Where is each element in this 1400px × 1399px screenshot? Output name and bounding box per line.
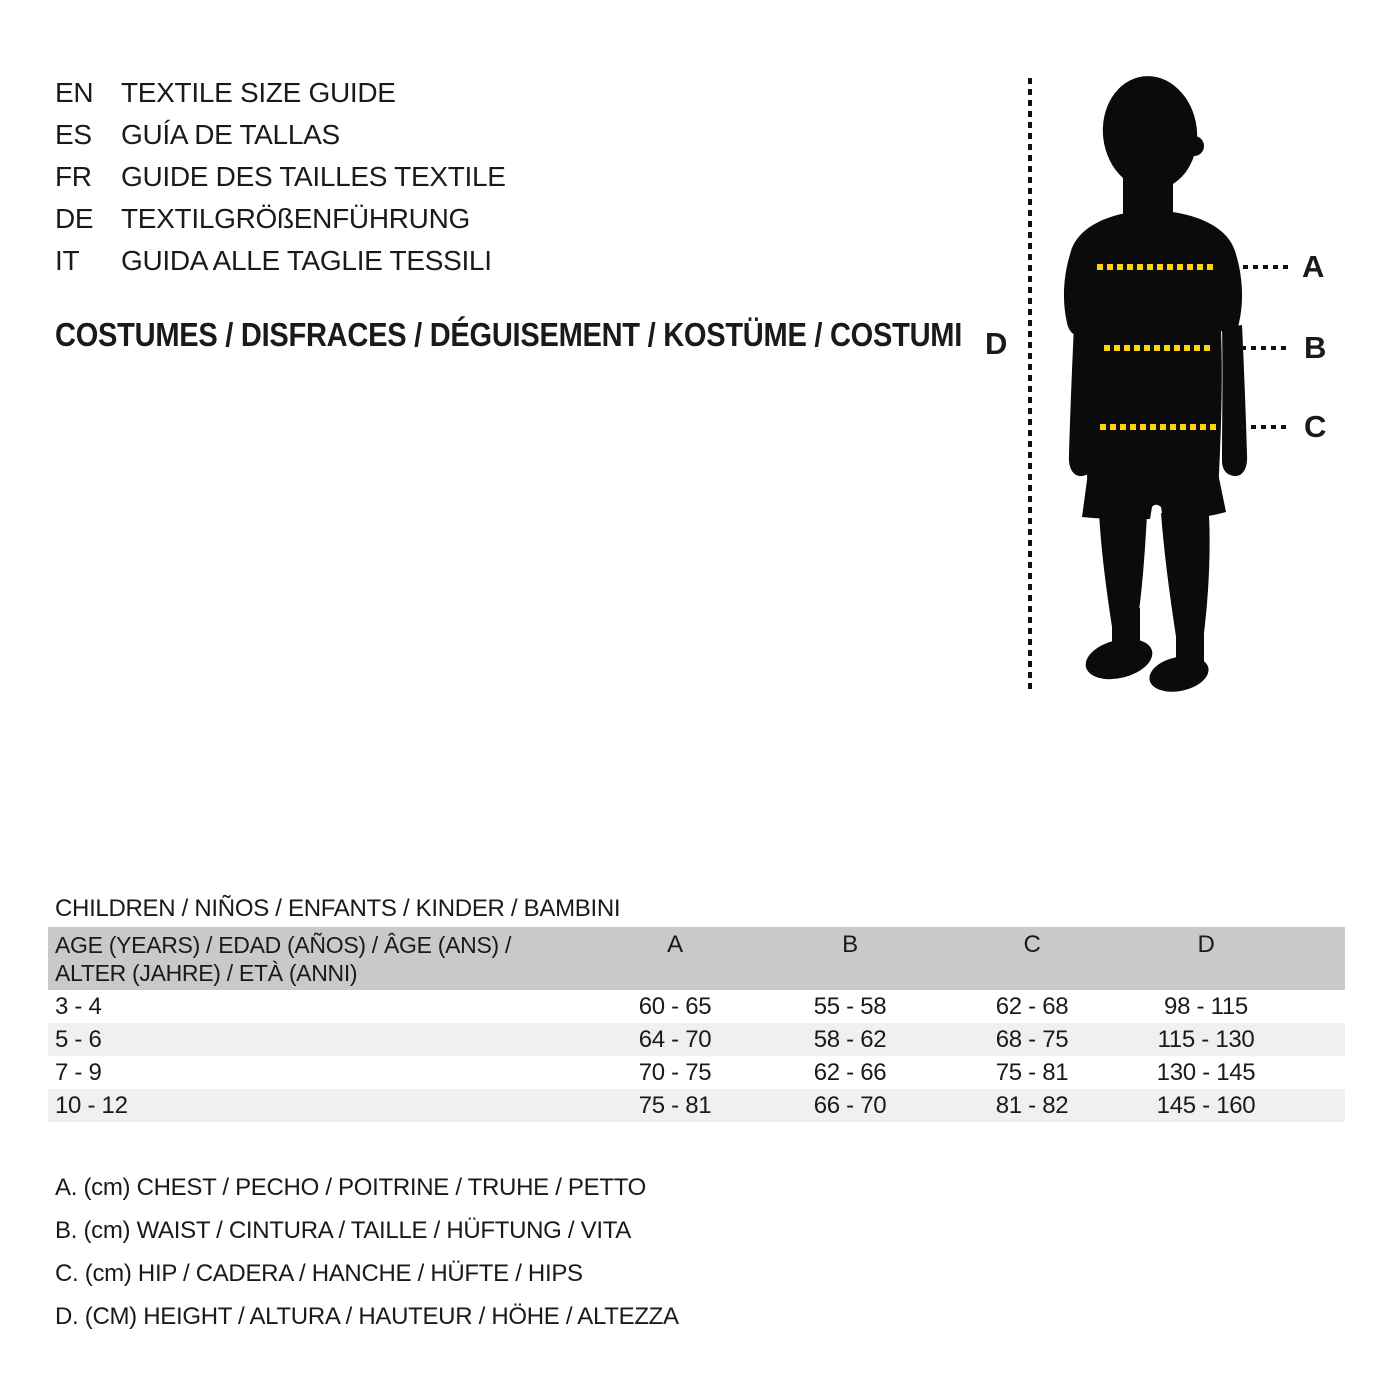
chest-range: 60 - 65 (638, 993, 712, 1020)
child-silhouette (1055, 73, 1260, 695)
height-label: D (985, 326, 1008, 361)
hip-range: 62 - 68 (995, 993, 1069, 1020)
height-range: 145 - 160 (1156, 1092, 1256, 1119)
language-code: DE (55, 203, 94, 234)
age-header-line1: AGE (YEARS) / EDAD (AÑOS) / ÂGE (ANS) / (55, 932, 512, 958)
waist-label: B (1304, 330, 1327, 365)
language-code: FR (55, 161, 92, 192)
legend-item-chest: A. (cm) CHEST / PECHO / POITRINE / TRUHE / PETTO (55, 1174, 647, 1201)
language-row-es (55, 114, 506, 156)
hip-range: 68 - 75 (995, 1026, 1069, 1053)
column-header-c: C (1023, 931, 1041, 958)
height-range: 98 - 115 (1164, 993, 1248, 1020)
legend-item-waist: B. (cm) WAIST / CINTURA / TAILLE / HÜFTUNG / VITA (55, 1217, 632, 1244)
guide-title: GUIDA ALLE TAGLIE TESSILI (121, 245, 492, 276)
guide-title: GUIDE DES TAILLES TEXTILE (121, 161, 506, 192)
hip-range: 81 - 82 (995, 1092, 1069, 1119)
chest-range: 70 - 75 (638, 1059, 712, 1086)
chest-range: 64 - 70 (638, 1026, 712, 1053)
chest-leader-line (1243, 265, 1291, 269)
column-header-b: B (842, 931, 858, 958)
language-row-de (55, 198, 506, 240)
category-heading: COSTUMES / DISFRACES / DÉGUISEMENT / KOSTÜME / COSTUMI (55, 316, 963, 353)
height-range: 115 - 130 (1157, 1026, 1255, 1053)
language-title-list (55, 72, 506, 282)
age-range: 5 - 6 (55, 1026, 102, 1053)
waist-range: 62 - 66 (813, 1059, 887, 1086)
age-range: 10 - 12 (55, 1092, 128, 1119)
age-range: 3 - 4 (55, 993, 102, 1020)
column-header-a: A (667, 931, 683, 958)
guide-title: TEXTILE SIZE GUIDE (121, 77, 396, 108)
hip-label: C (1304, 409, 1327, 444)
table-header-row (48, 927, 1345, 990)
language-row-it (55, 240, 506, 282)
waist-leader-line (1241, 346, 1291, 350)
height-measure-dashed-line (1028, 78, 1032, 692)
language-code: IT (55, 245, 80, 276)
legend-item-height: D. (CM) HEIGHT / ALTURA / HAUTEUR / HÖHE / ALTEZZA (55, 1303, 679, 1330)
measurement-legend (55, 1166, 679, 1338)
table-row (48, 990, 1345, 1023)
age-column-header (55, 931, 511, 987)
chest-range: 75 - 81 (638, 1092, 712, 1119)
waist-range: 66 - 70 (813, 1092, 887, 1119)
table-title: CHILDREN / NIÑOS / ENFANTS / KINDER / BAMBINI (55, 895, 621, 922)
height-range: 130 - 145 (1156, 1059, 1256, 1086)
column-header-d: D (1197, 931, 1215, 958)
legend-item-hip: C. (cm) HIP / CADERA / HANCHE / HÜFTE / HIPS (55, 1260, 583, 1287)
table-row (48, 1089, 1345, 1122)
language-row-fr (55, 156, 506, 198)
chest-measure-line (1097, 264, 1215, 270)
hip-leader-line (1241, 425, 1291, 429)
waist-range: 55 - 58 (813, 993, 887, 1020)
age-range: 7 - 9 (55, 1059, 102, 1086)
waist-measure-line (1104, 345, 1214, 351)
guide-title: TEXTILGRÖßENFÜHRUNG (121, 203, 470, 234)
language-code: EN (55, 77, 94, 108)
language-row-en (55, 72, 506, 114)
table-row (48, 1056, 1345, 1089)
hip-range: 75 - 81 (995, 1059, 1069, 1086)
waist-range: 58 - 62 (813, 1026, 887, 1053)
hip-measure-line (1100, 424, 1217, 430)
language-code: ES (55, 119, 92, 150)
table-row (48, 1023, 1345, 1056)
size-table (48, 927, 1345, 1122)
guide-title: GUÍA DE TALLAS (121, 119, 340, 150)
age-header-line2: ALTER (JAHRE) / ETÀ (ANNI) (55, 960, 358, 986)
chest-label: A (1302, 249, 1325, 284)
